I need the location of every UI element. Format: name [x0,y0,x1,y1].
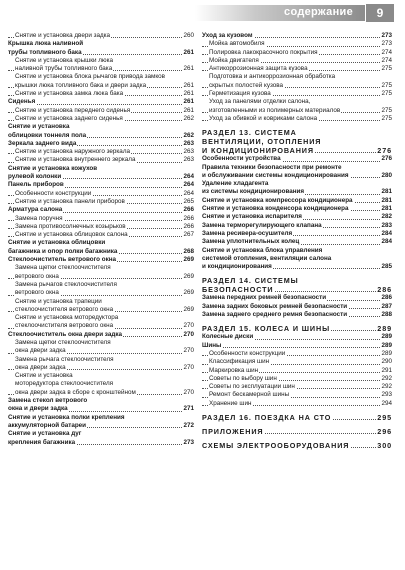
toc-entry-title: Арматура салона [8,206,63,214]
toc-page-number: 262 [183,114,194,122]
toc-page-number: 263 [183,148,194,156]
toc-subentry[interactable] [202,350,392,358]
toc-subentry[interactable] [8,231,194,239]
toc-page-number: 267 [183,231,194,239]
toc-page-number: 289 [377,324,392,334]
toc-entry-title: Замена рычагов стеклоочистителя [15,280,117,288]
toc-page-number: 274 [381,56,392,64]
toc-page-number: 264 [183,189,194,197]
toc-entry-title: Снятие и установка облицовок салона [15,231,128,239]
toc-entry-title: Снятие и установка кожухов [8,164,98,172]
toc-chapter-entry[interactable] [202,230,392,238]
toc-section-heading[interactable] [202,128,392,137]
toc-entry-title: Снятие и установка трапеции [15,297,102,305]
toc-subentry[interactable] [8,380,194,388]
toc-subentry[interactable] [8,264,194,272]
toc-entry-title: облицовки тоннеля пола [8,131,87,139]
toc-right-column [202,32,392,450]
toc-subentry[interactable] [202,49,392,57]
toc-entry-title: Снятие и установка внутреннего зеркала [15,156,136,164]
toc-entry-title: Удаление хладагента [202,180,269,188]
toc-page-number: 280 [381,171,392,179]
toc-entry-title: и кондиционирования [202,263,272,271]
toc-subentry[interactable] [8,198,194,206]
toc-entry-title: крышки люка топливного бака и двери задка [15,81,147,89]
toc-page-number: 285 [381,263,392,271]
toc-page-number: 275 [381,106,392,114]
toc-entry-title: наливной трубы топливного бака [15,65,113,73]
toc-page-number: 262 [183,131,194,139]
toc-subentry[interactable] [202,375,392,383]
toc-entry-title: Советы по эксплуатации шин [209,383,295,391]
toc-chapter-entry[interactable] [8,49,194,57]
toc-chapter-entry[interactable] [202,188,392,196]
toc-page-number: 286 [377,285,392,295]
toc-page-number: 293 [381,391,392,399]
toc-subentry[interactable] [8,273,194,281]
toc-entry-title: Снятие и установка моторедуктора [15,314,119,322]
toc-entry-title: крепления багажника [8,438,76,446]
toc-entry-title: Снятие и установка заднего сиденья [15,114,123,122]
toc-entry-title: Стеклоочиститель окна двери задка [8,330,123,338]
toc-page-number: 275 [381,90,392,98]
toc-page-number: 282 [381,213,392,221]
toc-page-number: 266 [183,222,194,230]
toc-entry-title: багажника и опор полки багажника [8,247,118,255]
toc-page-number: 281 [381,205,392,213]
toc-subentry[interactable] [8,82,194,90]
toc-entry-title: трубы топливного бака [8,48,82,56]
toc-entry-title: Замена стекол ветрового [8,397,88,405]
toc-entry-title: Мойка двигателя [209,56,259,64]
toc-page-number: 261 [183,90,194,98]
toc-entry-title: ВЕНТИЛЯЦИИ, ОТОПЛЕНИЯ [202,137,322,147]
toc-entry-title: Антикоррозионная защита кузова [209,65,308,73]
toc-entry-title: моторедуктора стеклоочистителя [15,380,114,388]
toc-subentry[interactable] [8,148,194,156]
toc-subentry[interactable] [8,156,194,164]
toc-page-number: 269 [183,272,194,280]
toc-section-heading[interactable] [202,276,392,285]
toc-subentry[interactable] [202,358,392,366]
toc-entry-title: Снятие и установка переднего сиденья [15,106,131,114]
toc-chapter-entry[interactable] [202,155,392,163]
toc-subentry[interactable] [202,65,392,73]
toc-entry-title: окна двери задка [15,347,66,355]
toc-page-number: 261 [183,48,194,56]
toc-page-number: 270 [183,363,194,371]
toc-chapter-entry[interactable] [202,294,392,302]
toc-page-number: 276 [377,146,392,156]
toc-subentry[interactable] [8,314,194,322]
toc-subentry[interactable] [202,73,392,81]
toc-entry-title: Стеклоочиститель ветрового окна [8,256,117,264]
toc-subentry[interactable] [8,90,194,98]
toc-entry-title: и обслуживании системы кондиционирования [202,171,349,179]
toc-chapter-entry[interactable] [8,422,194,430]
toc-chapter-entry[interactable] [8,256,194,264]
toc-entry-title: рулевой колонки [8,173,62,181]
toc-chapter-entry[interactable] [8,98,194,106]
toc-subentry[interactable] [8,322,194,330]
toc-page-number: 261 [183,106,194,114]
toc-page-number: 264 [183,173,194,181]
toc-section-heading[interactable] [202,137,392,146]
toc-page-number: 273 [381,40,392,48]
toc-entry-title: Снятие и установка полки крепления [8,413,125,421]
toc-subentry[interactable] [8,57,194,65]
toc-entry-title: Снятие и установка испарителя [202,213,302,221]
toc-entry-title: Маркировка шин [209,366,259,374]
toc-page-number: 273 [381,32,392,39]
toc-entry-title: Уход за кузовом [202,32,253,39]
toc-page-number: 289 [381,349,392,357]
toc-chapter-entry[interactable] [8,206,194,214]
toc-page-number: 292 [381,383,392,391]
toc-entry-title: Замена задних боковых ремней безопасности [202,302,348,310]
toc-entry-title: Снятие и установка [8,123,70,131]
toc-entry-title: Снятие и установка блока рычагов привода замков [15,73,166,81]
toc-page-number: 291 [381,366,392,374]
toc-subentry[interactable] [202,400,392,408]
toc-subentry[interactable] [8,115,194,123]
toc-entry-title: Снятие и установка блока управления [202,246,323,254]
toc-subentry[interactable] [8,289,194,297]
toc-page-number: 274 [381,48,392,56]
toc-page-number: 264 [183,181,194,189]
toc-subentry[interactable] [8,339,194,347]
toc-entry-title: окна двери задка [15,363,66,371]
toc-subentry[interactable] [8,306,194,314]
toc-entry-title: Шины [202,341,222,349]
toc-page-number: 283 [381,221,392,229]
toc-entry-title: Сиденья [8,98,36,106]
toc-entry-title: Снятие и установка двери задка [15,32,111,39]
toc-subentry[interactable] [8,372,194,380]
toc-page-number: 270 [183,330,194,338]
toc-entry-title: Полировка лакокрасочного покрытия [209,48,318,56]
toc-page-number: 268 [183,247,194,255]
toc-subentry[interactable] [8,107,194,115]
toc-page-number: 284 [381,238,392,246]
toc-page-number: 286 [381,294,392,302]
toc-entry-title: Снятие и установка крышки люка [15,56,114,64]
toc-page-number: 260 [183,32,194,39]
toc-chapter-entry[interactable] [202,255,392,263]
toc-page-number: 289 [381,341,392,349]
toc-page-number: 272 [183,421,194,429]
toc-entry-title: РАЗДЕЛ 16. ПОЕЗДКА НА СТО [202,412,332,422]
toc-page-number: 275 [381,81,392,89]
toc-chapter-entry[interactable] [8,132,194,140]
toc-entry-title: Снятие и установка дуг [8,430,82,438]
toc-entry-title: Замена уплотнительных колец [202,238,300,246]
toc-subentry[interactable] [8,223,194,231]
toc-entry-title: Уход за обивкой и ковриками салона [209,114,318,122]
toc-entry-title: Снятие и установка наружного зеркала [15,148,130,156]
toc-entry-title: Замена противосолнечных козырьков [15,222,126,230]
toc-entry-title: Подготовка и антикоррозионная обработка [209,73,336,81]
toc-entry-title: РАЗДЕЛ 13. СИСТЕМА [202,128,297,138]
toc-entry-title: Хранение шин [209,399,252,407]
toc-chapter-entry[interactable] [8,405,194,413]
toc-entry-title: Правила техники безопасности при ремонте [202,163,342,171]
toc-entry-title: Снятие и установка замка люка бака [15,90,124,98]
toc-entry-title: ветрового окна [15,272,59,280]
toc-subentry[interactable] [8,364,194,372]
toc-entry-title: системой отопления, вентиляции салона [202,254,332,262]
toc-entry-title: стеклоочистителя ветрового окна [15,322,114,330]
toc-entry-title: скрытых полостей кузова [209,81,284,89]
toc-page-number: 290 [381,358,392,366]
toc-chapter-entry[interactable] [202,32,392,40]
toc-section-heading[interactable] [202,427,392,436]
toc-subentry[interactable] [202,107,392,115]
toc-subentry[interactable] [202,40,392,48]
toc-page-number: 266 [183,214,194,222]
toc-page-number: 263 [183,156,194,164]
toc-entry-title: Замена поручня [15,214,63,222]
toc-subentry[interactable] [202,90,392,98]
toc-page-number: 276 [381,155,392,163]
toc-chapter-entry[interactable] [8,430,194,438]
toc-page-number: 271 [183,405,194,413]
toc-chapter-entry[interactable] [8,165,194,173]
toc-section-heading[interactable] [202,324,392,333]
toc-chapter-entry[interactable] [8,181,194,189]
toc-chapter-entry[interactable] [8,397,194,405]
toc-page-number: 273 [183,438,194,446]
toc-page-number: 294 [381,399,392,407]
toc-page-number: 289 [381,333,392,341]
toc-entry-title: Замена щетки стеклоочистителя [15,264,111,272]
toc-chapter-entry[interactable] [202,311,392,319]
toc-chapter-entry[interactable] [202,247,392,255]
toc-chapter-entry[interactable] [8,123,194,131]
toc-chapter-entry[interactable] [8,414,194,422]
toc-entry-title: Ремонт бескамерной шины [209,391,290,399]
toc-subentry[interactable] [8,356,194,364]
toc-entry-title: Замена передних ремней безопасности [202,294,327,302]
toc-page-number: 269 [183,289,194,297]
toc-chapter-entry[interactable] [8,439,194,447]
toc-entry-title: изготовленными из полимерных материалов [209,106,341,114]
toc-page-number: 269 [183,256,194,264]
toc-page-number: 281 [381,188,392,196]
toc-chapter-entry[interactable] [202,342,392,350]
page-header [0,0,405,24]
toc-entry-title: И КОНДИЦИОНИРОВАНИЯ [202,146,314,156]
toc-chapter-entry[interactable] [202,303,392,311]
toc-subentry[interactable] [202,391,392,399]
toc-page-number: 275 [381,114,392,122]
toc-left-column [8,32,194,447]
toc-entry-title: Особенности устройства [202,155,281,163]
toc-chapter-entry[interactable] [202,172,392,180]
toc-page-number: 270 [183,388,194,396]
toc-page-number: 270 [183,347,194,355]
toc-entry-title: Советы по выбору шин [209,374,277,382]
toc-subentry[interactable] [8,215,194,223]
toc-entry-title: ветрового окна [15,289,59,297]
toc-entry-title: аккумуляторной батареи [8,421,87,429]
page-number: 9 [366,4,394,22]
toc-subentry[interactable] [202,57,392,65]
toc-chapter-entry[interactable] [202,263,392,271]
toc-subentry[interactable] [202,98,392,106]
toc-chapter-entry[interactable] [202,164,392,172]
toc-section-heading[interactable] [202,413,392,422]
toc-entry-title: Замена рычага стеклоочистителя [15,355,114,363]
toc-page-number: 292 [381,374,392,382]
toc-entry-title: окна и двери задка [8,405,68,413]
toc-chapter-entry[interactable] [8,248,194,256]
toc-subentry[interactable] [8,190,194,198]
toc-page-number: 261 [183,65,194,73]
toc-subentry[interactable] [202,115,392,123]
toc-chapter-entry[interactable] [202,205,392,213]
toc-page-number: 261 [183,81,194,89]
toc-page-number: 261 [183,98,194,106]
toc-section-heading[interactable] [202,285,392,294]
toc-subentry[interactable] [8,347,194,355]
toc-entry-title: Классификация шин [209,358,270,366]
toc-entry-title: Снятие и установка панели приборов [15,197,125,205]
toc-subentry[interactable] [8,389,194,397]
toc-entry-title: Снятие и установка компрессора кондиционера [202,196,353,204]
toc-chapter-entry[interactable] [202,197,392,205]
toc-entry-title: Колесные диски [202,333,254,341]
toc-page-number: 295 [377,412,392,422]
toc-subentry[interactable] [8,32,194,40]
toc-entry-title: Снятие и установка конденсора кондиционера [202,205,349,213]
toc-chapter-entry[interactable] [202,180,392,188]
section-title: содержание [284,6,353,18]
toc-chapter-entry[interactable] [8,331,194,339]
toc-page-number: 270 [183,322,194,330]
toc-entry-title: Снятие и установка облицовки [8,239,106,247]
toc-entry-title: Особенности конструкции [15,189,92,197]
toc-chapter-entry[interactable] [8,40,194,48]
toc-page-number: 269 [183,305,194,313]
toc-chapter-entry[interactable] [8,239,194,247]
toc-page-number: 288 [381,311,392,319]
toc-entry-title: СХЕМЫ ЭЛЕКТРООБОРУДОВАНИЯ [202,440,350,450]
toc-subentry[interactable] [202,82,392,90]
toc-chapter-entry[interactable] [8,140,194,148]
toc-entry-title: из системы кондиционирования [202,188,305,196]
toc-entry-title: окна двери задка в сборе с кронштейном [15,388,136,396]
toc-entry-title: стеклоочистителя ветрового окна [15,305,114,313]
toc-page-number: 300 [377,440,392,450]
toc-chapter-entry[interactable] [202,333,392,341]
toc-page-number: 284 [381,229,392,237]
toc-chapter-entry[interactable] [202,238,392,246]
dot-leader [202,347,392,348]
toc-entry-title: Уход за панелями отделки салона, [209,98,311,106]
toc-entry-title: Крышка люка наливной [8,40,84,48]
toc-chapter-entry[interactable] [202,222,392,230]
toc-chapter-entry[interactable] [202,213,392,221]
toc-page-number: 275 [381,65,392,73]
toc-entry-title: Снятие и установка [15,372,73,380]
toc-entry-title: Герметизация кузова [209,90,271,98]
toc-entry-title: Замена щетки стеклоочистителя [15,338,111,346]
toc-entry-title: ПРИЛОЖЕНИЯ [202,426,264,436]
toc-subentry[interactable] [202,383,392,391]
toc-entry-title: Замена ресивера-осушителя [202,229,293,237]
toc-entry-title: Панель приборов [8,181,64,189]
toc-entry-title: Зеркала заднего вида [8,139,77,147]
toc-entry-title: РАЗДЕЛ 15. КОЛЕСА И ШИНЫ [202,324,331,334]
toc-subentry[interactable] [8,65,194,73]
toc-entry-title: РАЗДЕЛ 14. СИСТЕМЫ [202,276,299,286]
toc-page-number: 263 [183,139,194,147]
toc-subentry[interactable] [8,281,194,289]
toc-entry-title: Замена заднего среднего ремня безопасности [202,311,348,319]
toc-entry-title: Замена терморегулирующего клапана [202,221,322,229]
toc-subentry[interactable] [8,298,194,306]
toc-page-number: 281 [381,196,392,204]
toc-chapter-entry[interactable] [8,173,194,181]
toc-section-heading[interactable] [202,441,392,450]
toc-page-number: 287 [381,302,392,310]
toc-page-number: 266 [183,206,194,214]
toc-page-number: 296 [377,426,392,436]
toc-entry-title: БЕЗОПАСНОСТИ [202,285,274,295]
toc-entry-title: Мойка автомобиля [209,40,265,48]
toc-subentry[interactable] [202,367,392,375]
toc-section-heading[interactable] [202,146,392,155]
toc-page-number: 265 [183,197,194,205]
toc-entry-title: Особенности конструкции [209,349,286,357]
toc-subentry[interactable] [8,73,194,81]
